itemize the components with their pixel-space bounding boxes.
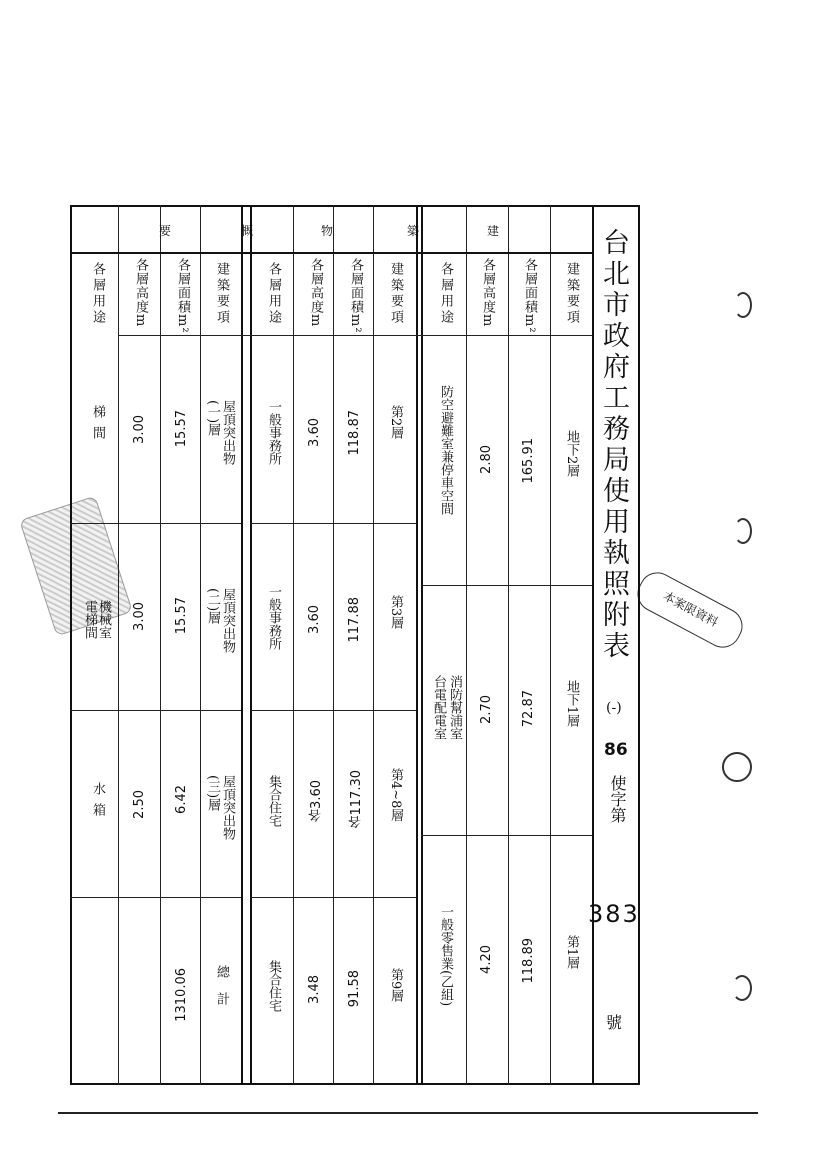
cell-area-total: 1310.06 [174, 968, 189, 1022]
cell-use: 梯間 [90, 405, 105, 447]
grid-line [421, 585, 592, 586]
grid-line [70, 897, 241, 898]
row-label: 各層用途 [438, 262, 453, 326]
cell-area: 15.57 [174, 597, 189, 635]
grid-line [550, 205, 551, 1085]
row-label: 建築要項 [214, 262, 229, 326]
header-row-line [70, 252, 592, 254]
grid-line [70, 523, 241, 524]
row-label: 各層用途 [90, 262, 105, 326]
cell-height: 3.60 [307, 605, 322, 634]
cell-item: 地下2層 [564, 430, 579, 478]
cell-item: 第2層 [388, 405, 403, 440]
section-band-char: 物 [320, 224, 333, 238]
cell-use: 集合住宅 [266, 960, 281, 1012]
approval-stamp: 本案限資料 [631, 566, 749, 654]
grid-line [70, 710, 241, 711]
cell-area: 6.42 [174, 785, 189, 814]
cell-item-total: 總計 [214, 965, 229, 1019]
punch-hole-mark [732, 975, 752, 1001]
header-row-line [118, 335, 592, 336]
row-label: 各層用途 [266, 262, 281, 326]
block-divider [250, 205, 252, 1085]
cell-area: 72.87 [521, 690, 536, 728]
cell-use: 一般事務所 [266, 400, 281, 465]
attachment-table [70, 205, 640, 1085]
cell-use: 集合住宅 [266, 775, 281, 827]
cell-height: 3.60 [307, 418, 322, 447]
title-divider [592, 205, 594, 1085]
cell-use: 一般事務所 [266, 585, 281, 650]
title-suffix: (-) [606, 700, 622, 716]
cell-use: 防空避難室兼停車空間 [438, 385, 453, 515]
cell-item: 第1層 [564, 935, 579, 970]
block-divider [416, 205, 418, 1085]
cell-use: 水箱 [90, 782, 105, 824]
cell-height: 3.48 [307, 975, 322, 1004]
punch-hole-mark [734, 292, 752, 318]
cell-area: 117.88 [347, 597, 362, 643]
block-divider [421, 205, 423, 1085]
cell-height: 2.50 [132, 790, 147, 819]
bottom-rule [58, 1112, 758, 1114]
grid-line [160, 205, 161, 1085]
grid-line [250, 710, 416, 711]
license-number: 383 [588, 900, 640, 928]
cell-area: 118.89 [521, 938, 536, 984]
section-band-char: 建 [486, 224, 499, 238]
row-label: 各層高度m [133, 258, 148, 328]
block-divider [241, 205, 243, 1085]
cell-item: 第4~8層 [388, 768, 403, 822]
cell-height: 各3.60 [309, 780, 324, 822]
row-label: 建築要項 [564, 262, 579, 326]
grid-line [333, 205, 334, 1085]
punch-hole-mark [734, 518, 752, 544]
cell-item: 第3層 [388, 595, 403, 630]
cell-height: 2.70 [479, 695, 494, 724]
row-label: 建築要項 [388, 262, 403, 326]
cell-use: 一般零售業(乙組) [438, 905, 453, 1007]
cell-area: 15.57 [174, 410, 189, 448]
cell-area: 118.87 [347, 410, 362, 456]
row-label: 各層面積m² [522, 258, 537, 334]
section-band-char: 概 [240, 224, 253, 238]
grid-line [200, 205, 201, 1085]
license-word: 使字第 [608, 775, 627, 823]
cell-item: 屋頂突出物(三)層 [205, 775, 235, 840]
cell-item: 第9層 [388, 968, 403, 1003]
cell-height: 3.00 [132, 602, 147, 631]
grid-line [250, 897, 416, 898]
cell-area: 91.58 [347, 970, 362, 1008]
grid-line [466, 205, 467, 1085]
section-band-char: 要 [158, 224, 171, 238]
license-suffix: 號 [606, 1013, 623, 1032]
cell-height: 4.20 [479, 945, 494, 974]
cell-area: 165.91 [521, 438, 536, 484]
grid-line [421, 835, 592, 836]
row-label: 各層高度m [308, 258, 323, 328]
cell-use: 機械室 電梯間 [82, 600, 111, 639]
row-label: 各層面積m² [175, 258, 190, 334]
grid-line [250, 523, 416, 524]
cell-use: 消防幫浦室 台電配電室 [431, 675, 462, 740]
section-band-char: 築 [406, 224, 419, 238]
cell-item: 地下1層 [564, 680, 579, 728]
punch-hole-mark [722, 752, 752, 782]
cell-height: 2.80 [479, 445, 494, 474]
grid-line [293, 205, 294, 1085]
grid-line [508, 205, 509, 1085]
cell-height: 3.00 [132, 415, 147, 444]
row-label: 各層高度m [480, 258, 495, 328]
cell-area: 各117.30 [349, 770, 364, 829]
grid-line [373, 205, 374, 1085]
license-year: 86 [604, 740, 628, 760]
cell-item: 屋頂突出物(一)層 [205, 400, 235, 465]
row-label: 各層面積m² [348, 258, 363, 334]
cell-item: 屋頂突出物(二)層 [205, 588, 235, 653]
grid-line [118, 205, 119, 1085]
document-title: 台北市政府工務局使用執照附表 [598, 228, 629, 662]
